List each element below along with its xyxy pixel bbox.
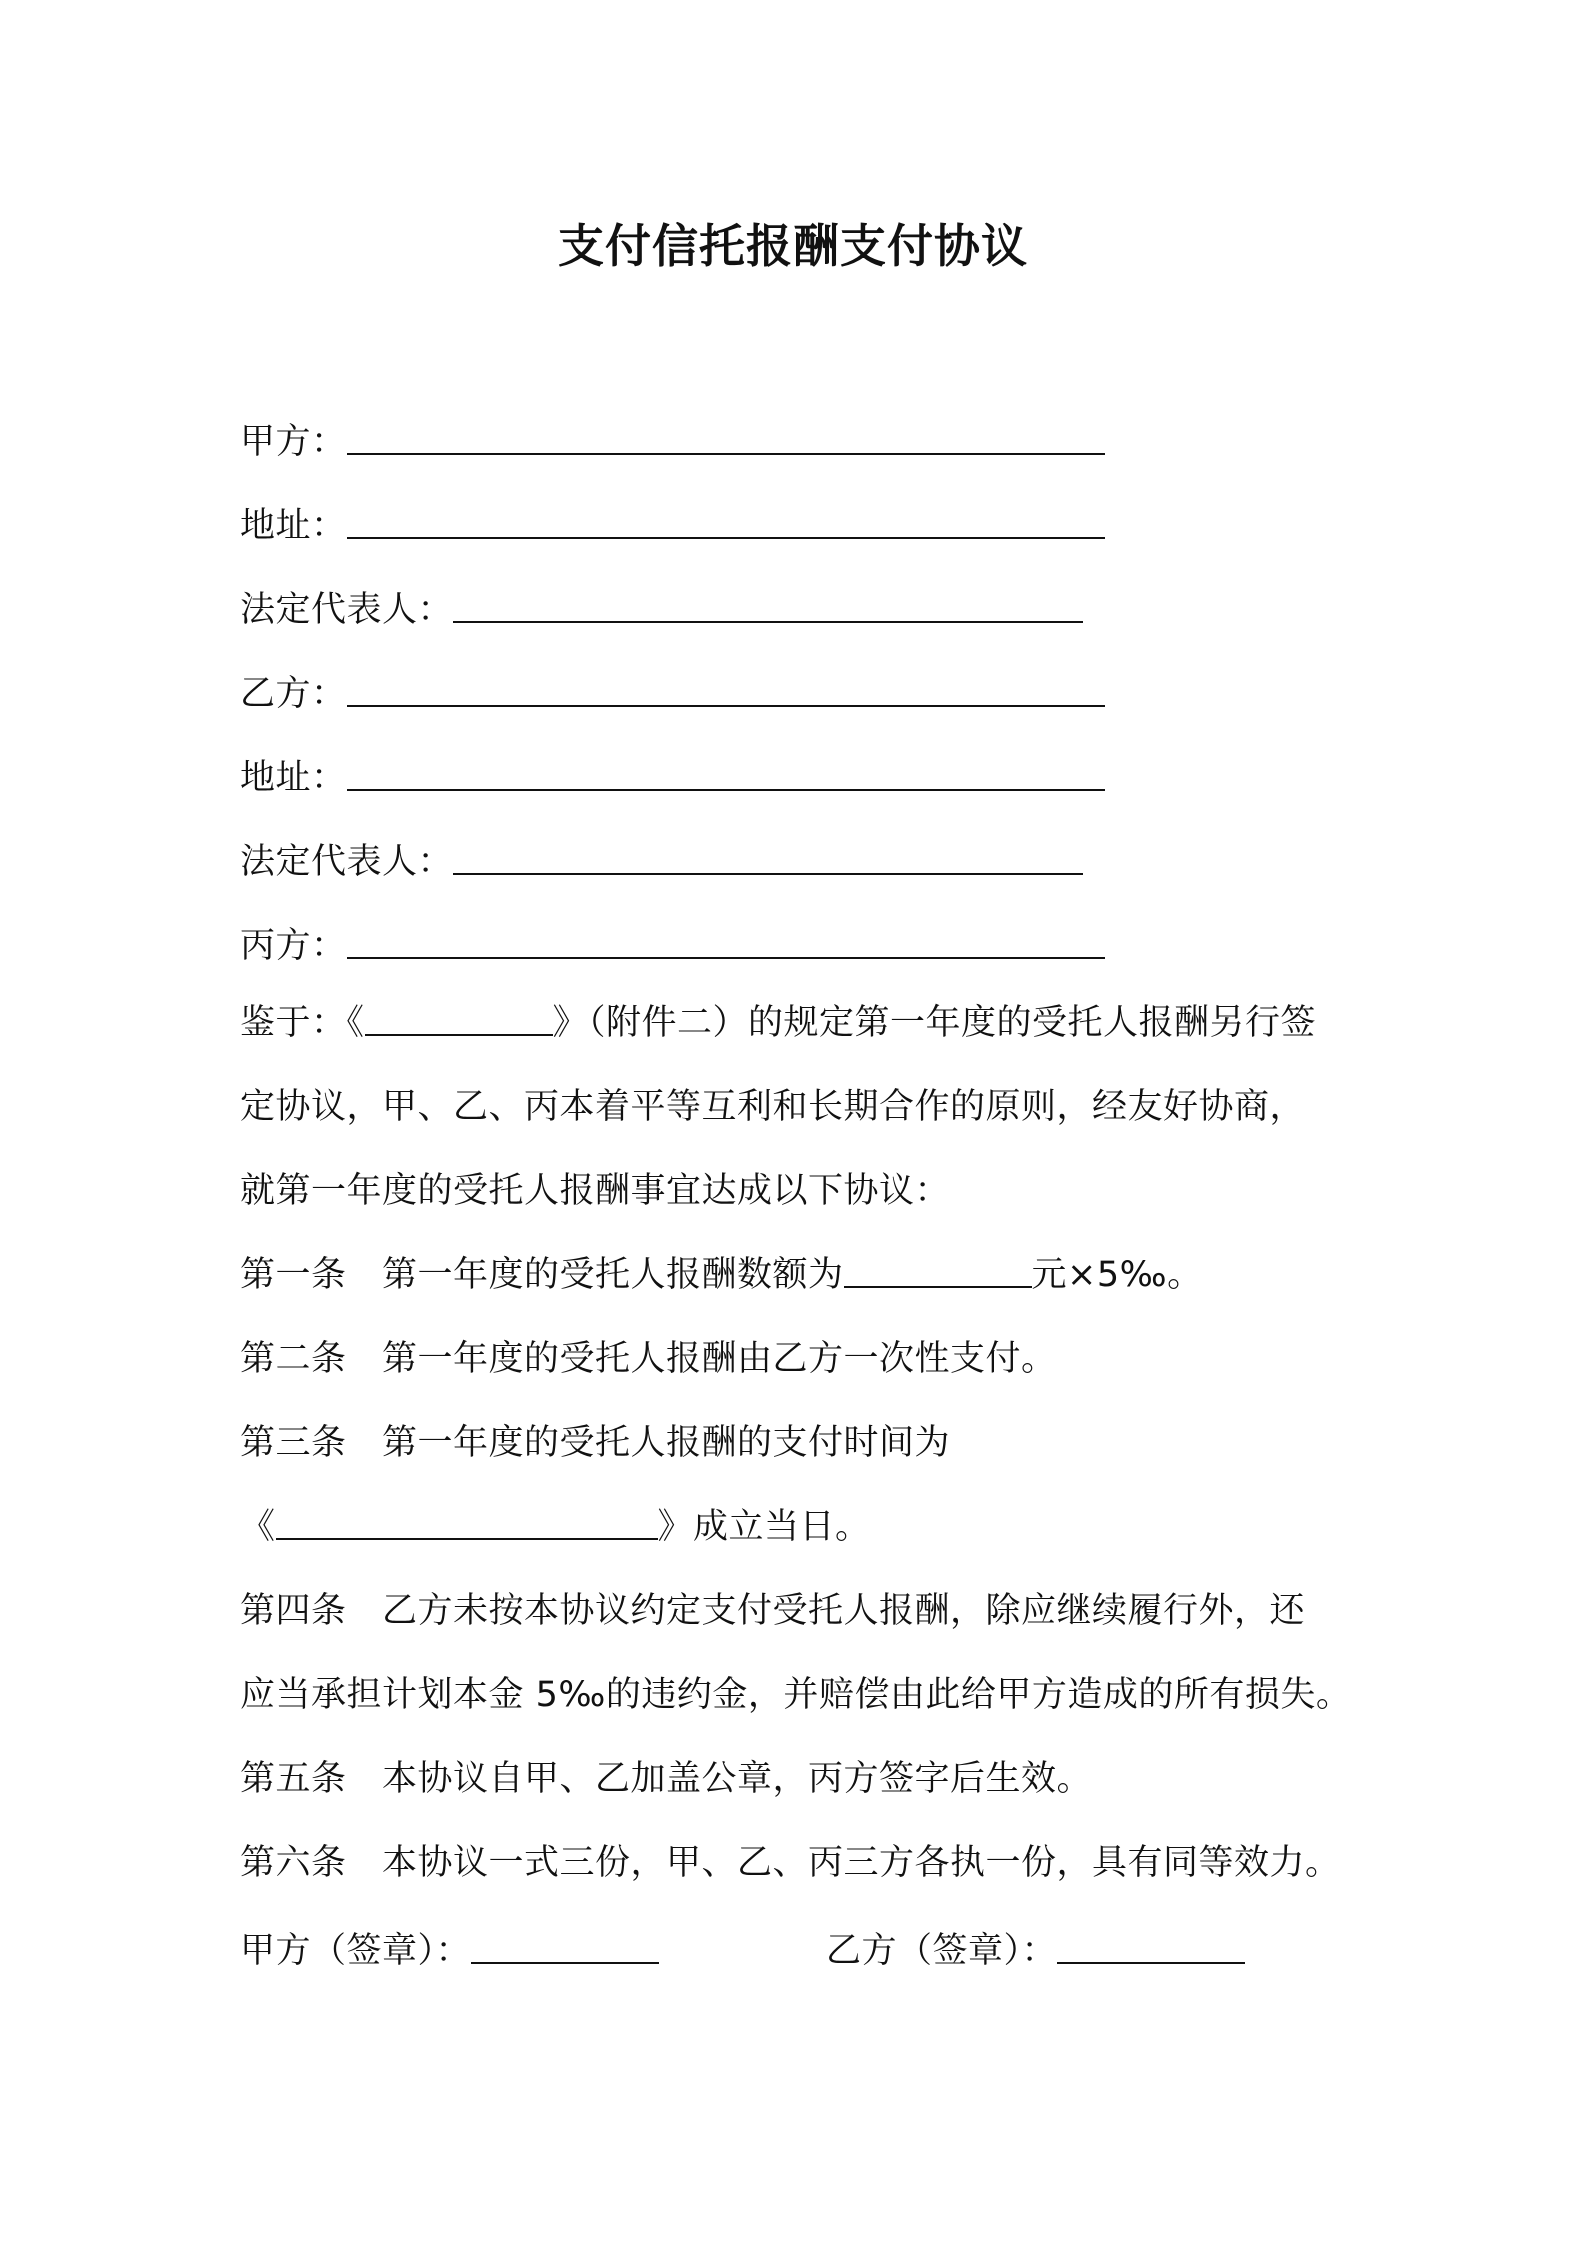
party-a-blank[interactable] bbox=[347, 423, 1105, 455]
preamble-suffix: 》（附件二）的规定第一年度的受托人报酬另行签 bbox=[552, 1003, 1317, 1043]
article-6: 第六条 本协议一式三份，甲、乙、丙三方各执一份，具有同等效力。 bbox=[240, 1843, 1341, 1883]
party-a-rep-blank[interactable] bbox=[453, 591, 1083, 623]
article-1-prefix: 第一条 第一年度的受托人报酬数额为 bbox=[240, 1255, 844, 1295]
party-b-rep-blank[interactable] bbox=[453, 843, 1083, 875]
document-title: 支付信托报酬支付协议 bbox=[558, 219, 1028, 273]
party-b-label: 乙方： bbox=[240, 674, 347, 714]
preamble-line-1 bbox=[240, 998, 1316, 1048]
party-a-sign-label: 甲方（签章）： bbox=[240, 1931, 472, 1971]
party-c-label: 丙方： bbox=[240, 926, 347, 966]
article-3-suffix: 》成立当日。 bbox=[657, 1507, 871, 1547]
party-b-address-label: 地址： bbox=[240, 758, 347, 798]
party-b-rep-label: 法定代表人： bbox=[240, 842, 454, 882]
preamble-prefix: 鉴于：《 bbox=[240, 1003, 365, 1043]
party-a-rep-line bbox=[240, 585, 1083, 635]
party-b-signature bbox=[826, 1926, 1245, 1976]
party-a-label: 甲方： bbox=[240, 422, 347, 462]
article-4-line-2: 应当承担计划本金 5‰的违约金，并赔偿由此给甲方造成的所有损失。 bbox=[240, 1675, 1352, 1715]
fee-amount-blank[interactable] bbox=[844, 1256, 1032, 1288]
party-a-address-label: 地址： bbox=[240, 506, 347, 546]
party-b-blank[interactable] bbox=[347, 675, 1105, 707]
party-c-line bbox=[240, 921, 1105, 971]
article-2: 第二条 第一年度的受托人报酬由乙方一次性支付。 bbox=[240, 1339, 1057, 1379]
article-4-line-1: 第四条 乙方未按本协议约定支付受托人报酬，除应继续履行外，还 bbox=[240, 1591, 1306, 1631]
article-3-line-2 bbox=[240, 1502, 871, 1552]
preamble-line-2: 定协议，甲、乙、丙本着平等互利和长期合作的原则，经友好协商， bbox=[240, 1087, 1306, 1127]
plan-name-blank[interactable] bbox=[276, 1508, 658, 1540]
party-b-sign-label: 乙方（签章）： bbox=[826, 1931, 1058, 1971]
article-1 bbox=[240, 1250, 1203, 1300]
party-a-rep-label: 法定代表人： bbox=[240, 590, 454, 630]
party-a-address-blank[interactable] bbox=[347, 507, 1105, 539]
party-b-sign-blank[interactable] bbox=[1057, 1932, 1245, 1964]
article-3-prefix: 《 bbox=[240, 1507, 276, 1547]
article-5: 第五条 本协议自甲、乙加盖公章，丙方签字后生效。 bbox=[240, 1759, 1093, 1799]
party-a-sign-blank[interactable] bbox=[471, 1932, 659, 1964]
party-a-signature bbox=[240, 1926, 659, 1976]
party-b-address-blank[interactable] bbox=[347, 759, 1105, 791]
party-a-line bbox=[240, 417, 1105, 467]
party-b-rep-line bbox=[240, 837, 1083, 887]
article-3-line-1: 第三条 第一年度的受托人报酬的支付时间为 bbox=[240, 1423, 951, 1463]
party-b-line bbox=[240, 669, 1105, 719]
party-a-address-line bbox=[240, 501, 1105, 551]
preamble-line-3: 就第一年度的受托人报酬事宜达成以下协议： bbox=[240, 1171, 951, 1211]
party-c-blank[interactable] bbox=[347, 927, 1105, 959]
party-b-address-line bbox=[240, 753, 1105, 803]
article-1-suffix: 元×5‰。 bbox=[1031, 1255, 1203, 1295]
agreement-name-blank[interactable] bbox=[365, 1004, 553, 1036]
